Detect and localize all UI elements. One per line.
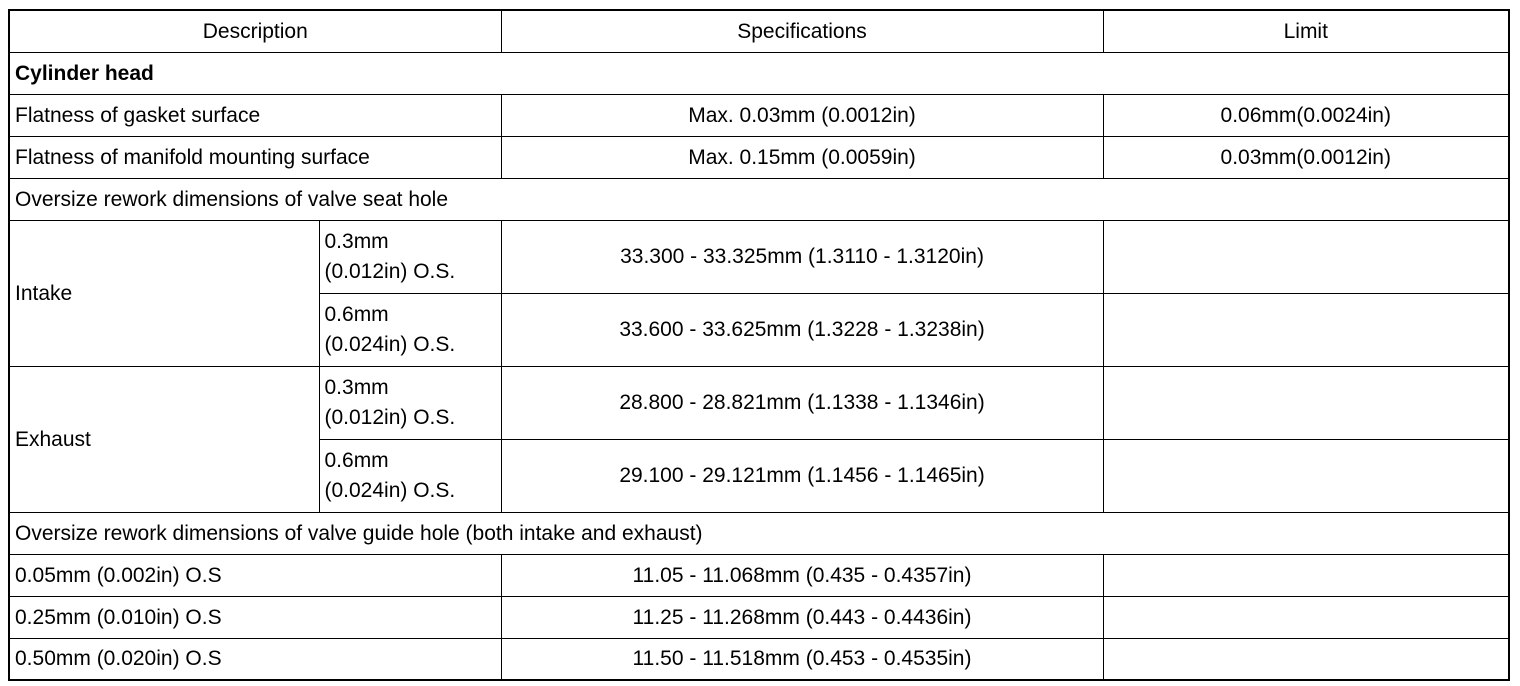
row-specification: 33.300 - 33.325mm (1.3110 - 1.3120in) (501, 220, 1103, 293)
row-limit (1103, 596, 1509, 638)
oversize-inch: (0.012in) O.S. (324, 259, 456, 283)
table-row (9, 554, 1509, 596)
oversize-size: 0.6mm (324, 448, 389, 472)
intake-label: Intake (9, 220, 319, 366)
row-limit: 0.06mm(0.0024in) (1103, 94, 1509, 136)
row-description: Flatness of manifold mounting surface (9, 136, 501, 178)
section-title: Cylinder head (9, 52, 1509, 94)
row-specification: 33.600 - 33.625mm (1.3228 - 1.3238in) (501, 293, 1103, 366)
subsection-row (9, 178, 1509, 220)
row-limit (1103, 220, 1509, 293)
table-row (9, 366, 1509, 439)
row-specification: Max. 0.15mm (0.0059in) (501, 136, 1103, 178)
row-limit (1103, 366, 1509, 439)
header-specifications: Specifications (501, 10, 1103, 52)
table-row (9, 94, 1509, 136)
header-description: Description (9, 10, 501, 52)
oversize-cell (319, 366, 501, 439)
oversize-cell (319, 293, 501, 366)
table-row (9, 220, 1509, 293)
oversize-size: 0.3mm (324, 229, 389, 253)
valve-seat-title: Oversize rework dimensions of valve seat hole (9, 178, 1509, 220)
row-limit (1103, 293, 1509, 366)
row-description: 0.05mm (0.002in) O.S (9, 554, 501, 596)
oversize-size: 0.6mm (324, 302, 389, 326)
row-specification: Max. 0.03mm (0.0012in) (501, 94, 1103, 136)
oversize-inch: (0.012in) O.S. (324, 405, 456, 429)
exhaust-label: Exhaust (9, 366, 319, 512)
section-row (9, 52, 1509, 94)
valve-guide-title: Oversize rework dimensions of valve guide hole (both intake and exhaust) (9, 512, 1509, 554)
table-row (9, 136, 1509, 178)
oversize-inch: (0.024in) O.S. (324, 478, 456, 502)
cylinder-head-spec-table (8, 9, 1510, 681)
row-specification: 28.800 - 28.821mm (1.1338 - 1.1346in) (501, 366, 1103, 439)
row-specification: 11.25 - 11.268mm (0.443 - 0.4436in) (501, 596, 1103, 638)
oversize-cell (319, 439, 501, 512)
table-row (9, 596, 1509, 638)
oversize-cell (319, 220, 501, 293)
row-description: Flatness of gasket surface (9, 94, 501, 136)
subsection-row (9, 512, 1509, 554)
row-description: 0.50mm (0.020in) O.S (9, 638, 501, 680)
row-specification: 11.50 - 11.518mm (0.453 - 0.4535in) (501, 638, 1103, 680)
row-description: 0.25mm (0.010in) O.S (9, 596, 501, 638)
oversize-inch: (0.024in) O.S. (324, 332, 456, 356)
oversize-size: 0.3mm (324, 375, 389, 399)
header-row (9, 10, 1509, 52)
row-limit (1103, 439, 1509, 512)
row-limit (1103, 554, 1509, 596)
header-limit: Limit (1103, 10, 1509, 52)
row-limit: 0.03mm(0.0012in) (1103, 136, 1509, 178)
row-specification: 29.100 - 29.121mm (1.1456 - 1.1465in) (501, 439, 1103, 512)
table-row (9, 638, 1509, 680)
row-specification: 11.05 - 11.068mm (0.435 - 0.4357in) (501, 554, 1103, 596)
row-limit (1103, 638, 1509, 680)
